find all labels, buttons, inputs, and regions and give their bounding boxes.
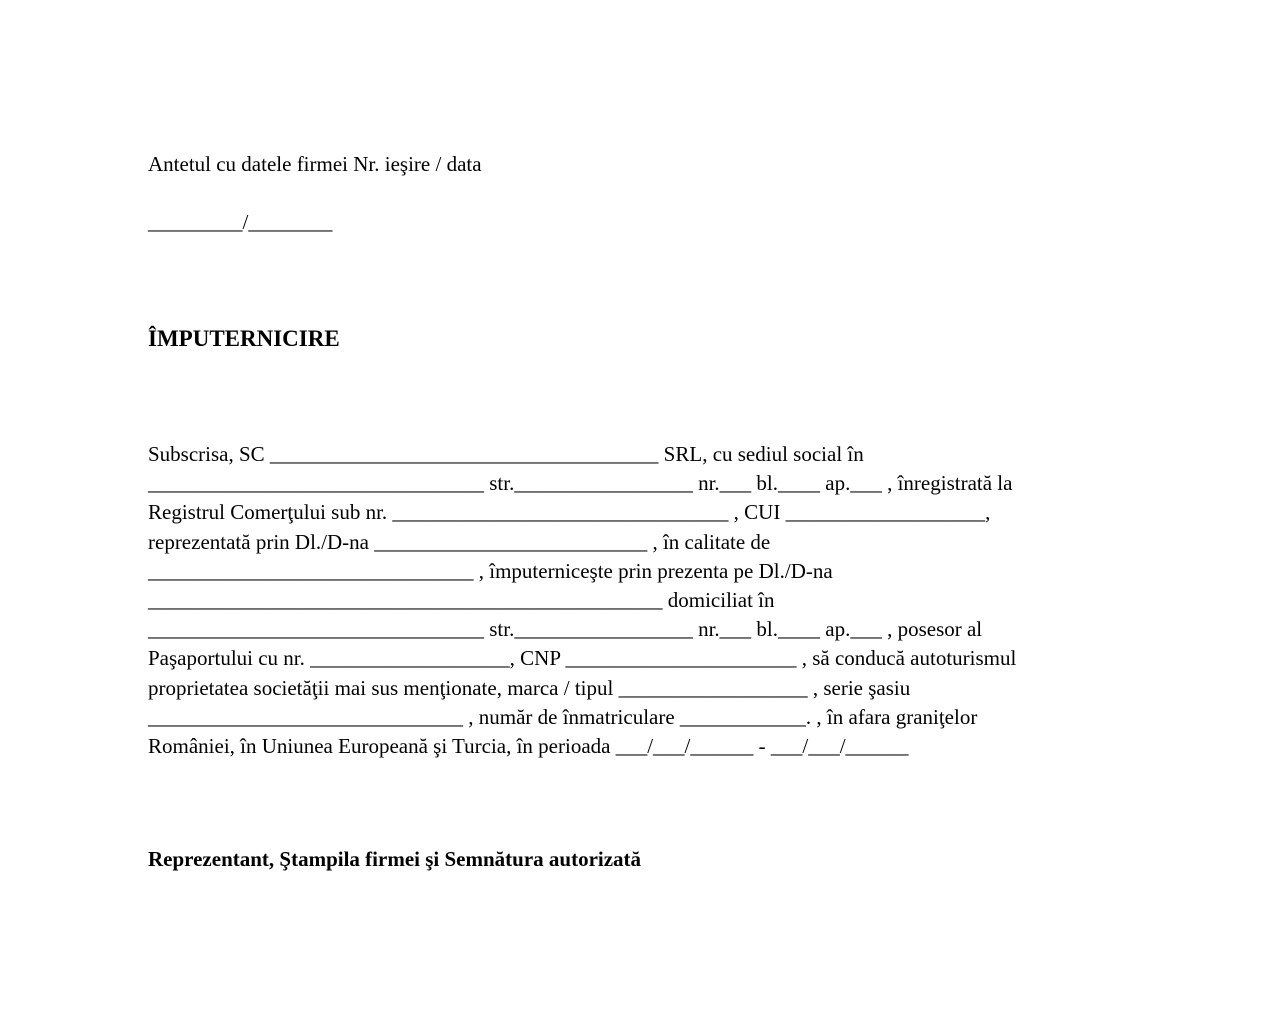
body-line-subscrisa: Subscrisa, SC _____________________________________ SRL, cu sediul social în <box>148 442 864 466</box>
body-line-imputerniceste: _______________________________ , împuterniceşte prin prezenta pe Dl./D-na <box>148 558 833 583</box>
body-paragraph <box>148 440 1148 761</box>
body-line-perioada: României, în Uniunea Europeană şi Turcia, în perioada ___/___/______ - ___/___/______ <box>148 734 909 759</box>
body-line-registru-cui: Registrul Comerţului sub nr. ________________________________ , CUI ___________________, <box>148 500 991 525</box>
body-line-reprezentata: reprezentată prin Dl./D-na __________________________ , în calitate de <box>148 529 771 554</box>
body-line-domiciliat: _________________________________________________ domiciliat în <box>148 588 775 613</box>
document-title: ÎMPUTERNICIRE <box>148 326 340 351</box>
body-line-address-company: ________________________________ str._________________ nr.___ bl.____ ap.___ , înregistrată la <box>148 471 1013 496</box>
signature-line: Reprezentant, Ştampila firmei şi Semnătura autorizată <box>148 847 642 871</box>
body-line-pasaport-cnp: Paşaportului cu nr. ___________________, CNP ______________________ , să conducă autoturismul <box>148 646 1017 671</box>
body-line-marca-sasiu: proprietatea societăţii mai sus menţionate, marca / tipul __________________ , serie şasiu <box>148 675 911 700</box>
exit-number-date-blank: _________/________ <box>148 210 333 234</box>
body-line-inmatriculare: ______________________________ , număr de înmatriculare ____________. , în afara graniţelor <box>148 704 978 729</box>
letterhead-text: Antetul cu datele firmei Nr. ieşire / data <box>148 152 482 176</box>
body-line-address-person: ________________________________ str._________________ nr.___ bl.____ ap.___ , posesor al <box>148 617 983 642</box>
